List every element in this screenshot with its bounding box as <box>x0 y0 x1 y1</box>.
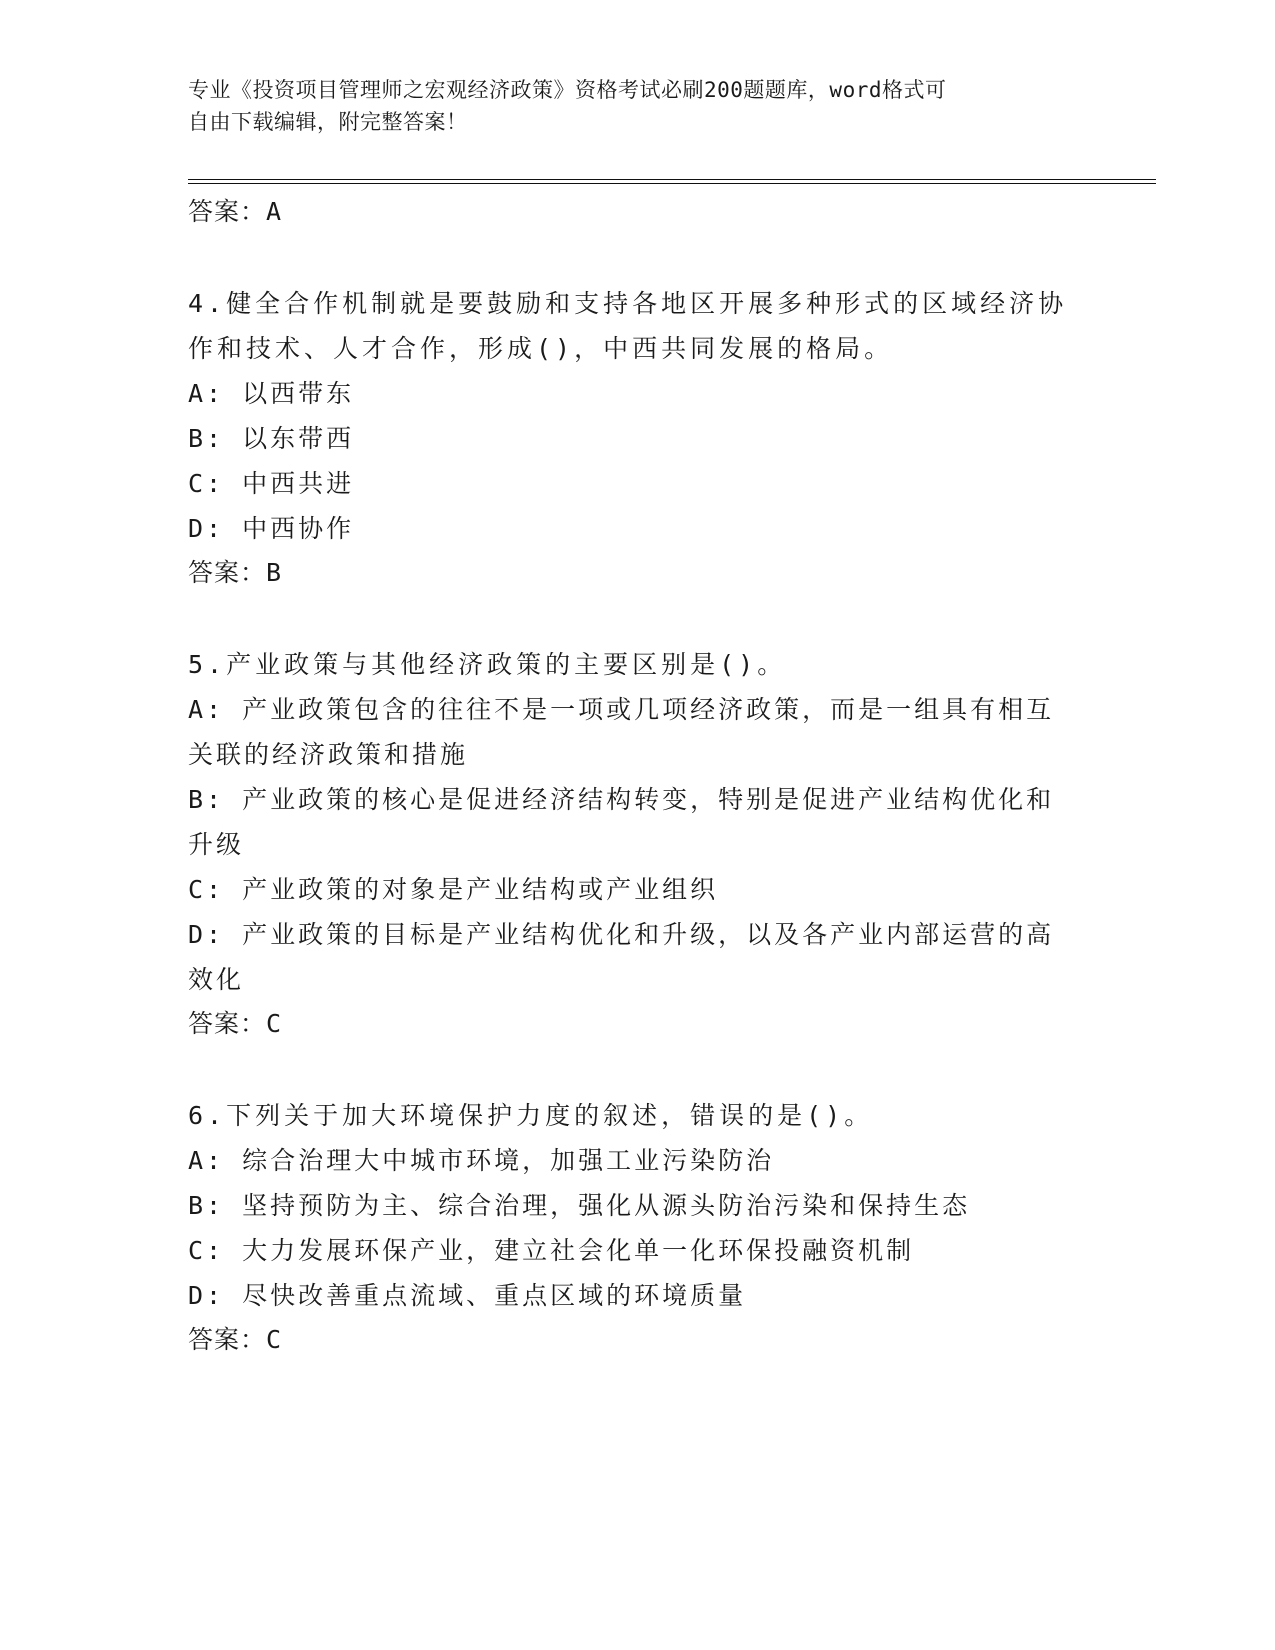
option-d <box>188 912 1088 1002</box>
option-line: D: 尽快改善重点流域、重点区域的环境质量 <box>188 1281 747 1310</box>
answer-line: 答案：C <box>188 1009 283 1038</box>
answer-line: 答案：A <box>188 197 283 226</box>
option-a <box>188 687 1088 777</box>
option-c <box>188 867 1088 912</box>
option-d <box>188 506 1088 551</box>
option-line: C: 中西共进 <box>188 469 355 498</box>
option-line: 关联的经济政策和措施 <box>188 740 469 769</box>
option-line: B: 以东带西 <box>188 424 355 453</box>
option-line: D: 产业政策的目标是产业结构优化和升级，以及各产业内部运营的高 <box>188 920 1055 949</box>
option-line: 升级 <box>188 830 245 859</box>
option-c <box>188 1228 1088 1273</box>
question-text <box>188 642 1088 687</box>
option-line: 效化 <box>188 965 245 994</box>
question-block <box>188 642 1088 1046</box>
question-line: 6.下列关于加大环境保护力度的叙述，错误的是()。 <box>188 1101 874 1130</box>
option-line: A: 产业政策包含的往往不是一项或几项经济政策，而是一组具有相互 <box>188 695 1055 724</box>
answer-line: 答案：C <box>188 1325 283 1354</box>
option-a <box>188 371 1088 416</box>
answer-line: 答案：B <box>188 558 283 587</box>
option-c <box>188 461 1088 506</box>
question-text <box>188 1093 1088 1138</box>
option-d <box>188 1273 1088 1318</box>
question-list <box>188 190 1088 1362</box>
question-block <box>188 281 1088 595</box>
question-block <box>188 1093 1088 1362</box>
option-line: D: 中西协作 <box>188 514 355 543</box>
option-b <box>188 1183 1088 1228</box>
option-line: C: 产业政策的对象是产业结构或产业组织 <box>188 875 719 904</box>
question-line: 作和技术、人才合作，形成()，中西共同发展的格局。 <box>188 334 894 363</box>
option-line: B: 坚持预防为主、综合治理，强化从源头防治污染和保持生态 <box>188 1191 971 1220</box>
header-line: 自由下载编辑，附完整答案！ <box>188 110 468 134</box>
option-b <box>188 777 1088 867</box>
question-line: 4.健全合作机制就是要鼓励和支持各地区开展多种形式的区域经济协 <box>188 289 1068 318</box>
option-b <box>188 416 1088 461</box>
header-line: 专业《投资项目管理师之宏观经济政策》资格考试必刷200题题库，word格式可 <box>188 78 947 102</box>
header-divider <box>188 179 1156 180</box>
option-line: A: 综合治理大中城市环境，加强工业污染防治 <box>188 1146 775 1175</box>
question-text <box>188 281 1088 371</box>
question-line: 5.产业政策与其他经济政策的主要区别是()。 <box>188 650 787 679</box>
option-a <box>188 1138 1088 1183</box>
option-line: B: 产业政策的核心是促进经济结构转变，特别是促进产业结构优化和 <box>188 785 1055 814</box>
option-line: C: 大力发展环保产业，建立社会化单一化环保投融资机制 <box>188 1236 915 1265</box>
document-header <box>188 74 1068 138</box>
header-divider <box>188 183 1156 184</box>
option-line: A: 以西带东 <box>188 379 355 408</box>
